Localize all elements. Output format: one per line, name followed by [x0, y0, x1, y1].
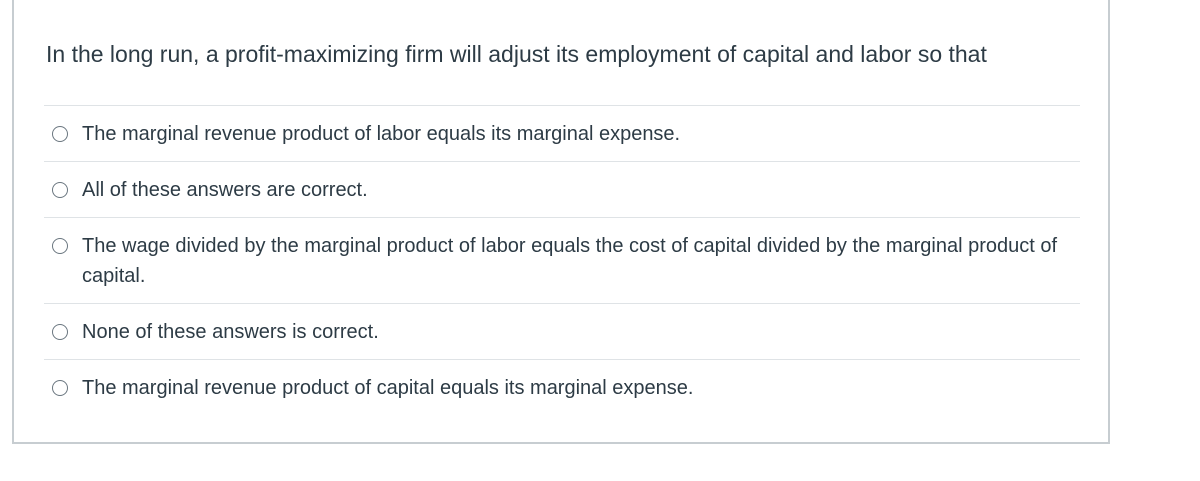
radio-icon[interactable]	[52, 126, 68, 142]
answer-label: None of these answers is correct.	[82, 321, 379, 343]
question-text: In the long run, a profit-maximizing firm will adjust its employment of capital and labor so that	[46, 41, 987, 67]
question-card	[12, 0, 1110, 444]
answer-label: The wage divided by the marginal product of labor equals the cost of capital divided by the marginal product of capital.	[82, 235, 1058, 287]
answer-label: The marginal revenue product of capital equals its marginal expense.	[82, 377, 694, 399]
radio-icon[interactable]	[52, 238, 68, 254]
answer-option-3[interactable]	[44, 218, 1080, 304]
answer-option-4[interactable]	[44, 304, 1080, 360]
radio-icon[interactable]	[52, 182, 68, 198]
answer-option-5[interactable]	[44, 360, 1080, 416]
answer-list	[44, 105, 1080, 416]
answer-option-2[interactable]	[44, 162, 1080, 218]
radio-icon[interactable]	[52, 324, 68, 340]
answer-label: The marginal revenue product of labor equals its marginal expense.	[82, 123, 681, 145]
answer-label: All of these answers are correct.	[82, 179, 368, 201]
answer-option-1[interactable]	[44, 106, 1080, 162]
radio-icon[interactable]	[52, 380, 68, 396]
